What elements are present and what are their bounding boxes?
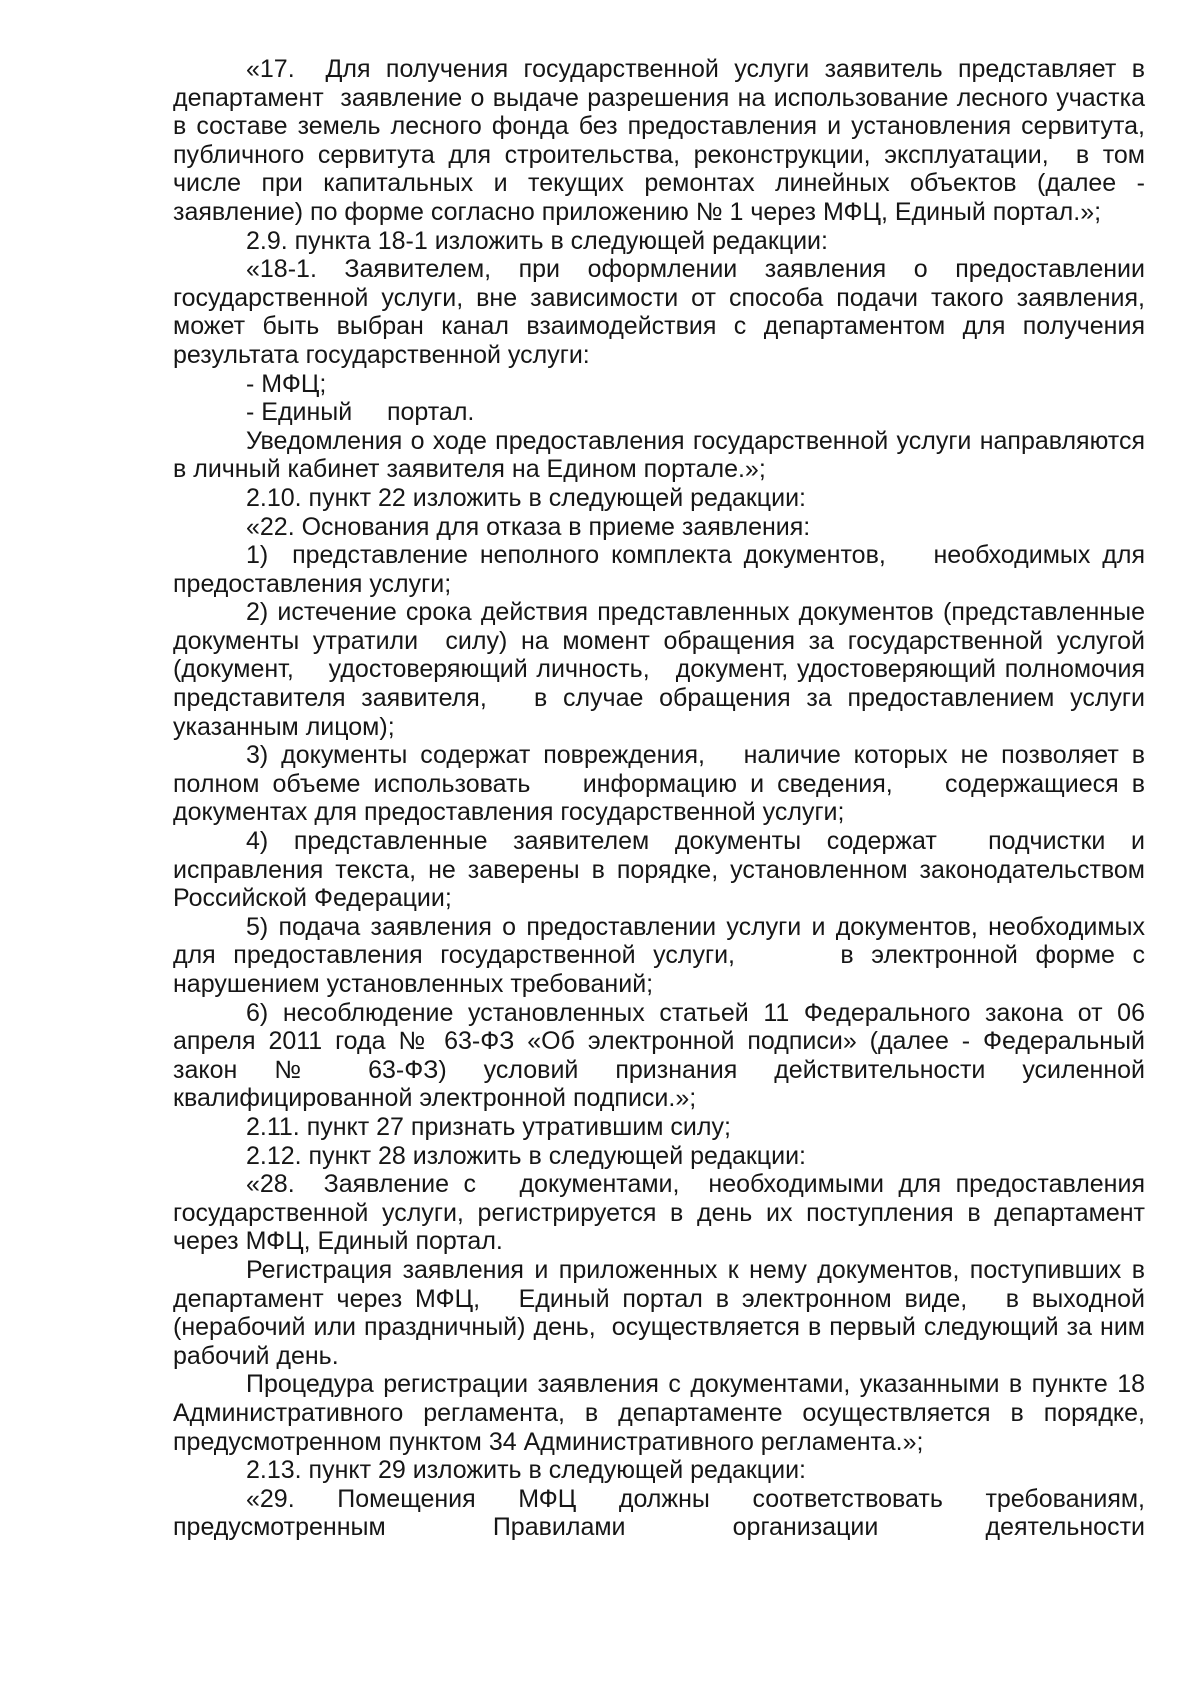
list-item-2: 2) истечение срока действия представленных документов (представленные документы утратили силу) на момент обращения за государственной услугой (документ, удостоверяющий личность, документ, удостоверяющий полномочия представителя заявителя, в случае обращения за предоставлением услуги указанным лицом); — [173, 598, 1152, 741]
list-item-1: 1) представление неполного комплекта документов, необходимых для предоставления услуги; — [173, 541, 1152, 598]
list-item-portal: - Единый портал. — [246, 398, 475, 427]
paragraph-procedure: Процедура регистрации заявления с документами, указанными в пункте 18 Административного регламента, в департаменте осуществляется в порядке, предусмотренном пунктом 34 Административного регламента.»; — [173, 1370, 1152, 1456]
paragraph-22: «22. Основания для отказа в приеме заявления: — [246, 512, 811, 541]
paragraph-2-10: 2.10. пункт 22 изложить в следующей редакции: — [246, 483, 806, 512]
paragraph-28: «28. Заявление с документами, необходимыми для предоставления государственной услуги, регистрируется в день их поступления в департамент через МФЦ, Единый портал. — [173, 1170, 1152, 1256]
paragraph-18-1: «18-1. Заявителем, при оформлении заявления о предоставлении государственной услуги, вне зависимости от способа подачи такого заявления, может быть выбран канал взаимодействия с департаментом для получения результата государственной услуги: — [173, 255, 1152, 369]
paragraph-29: «29. Помещения МФЦ должны соответствовать требованиям, предусмотренным Правилами организации деятельности — [173, 1484, 1152, 1542]
paragraph-notifications: Уведомления о ходе предоставления государственной услуги направляются в личный кабинет заявителя на Едином портале.»; — [173, 426, 1152, 484]
paragraph-2-9: 2.9. пункта 18-1 изложить в следующей редакции: — [246, 226, 828, 255]
list-item-6: 6) несоблюдение установленных статьей 11 Федерального закона от 06 апреля 2011 года № 63-ФЗ «Об электронной подписи» (далее - Федеральный закон № 63-ФЗ) условий признания действительности усиленной квалифицированной электронной подписи.»; — [173, 998, 1152, 1113]
list-item-5: 5) подача заявления о предоставлении услуги и документов, необходимых для предоставления государственной услуги, в электронной форме с нарушением установленных требований; — [173, 912, 1152, 998]
paragraph-registration: Регистрация заявления и приложенных к нему документов, поступивших в департамент через МФЦ, Единый портал в электронном виде, в выходной (нерабочий или праздничный) день, осуществляется в первый следующий за ним рабочий день. — [173, 1255, 1152, 1370]
list-item-3: 3) документы содержат повреждения, наличие которых не позволяет в полном объеме использовать информацию и сведения, содержащиеся в документах для предоставления государственной услуги; — [173, 741, 1152, 827]
list-item-4: 4) представленные заявителем документы содержат подчистки и исправления текста, не заверены в порядке, установленном законодательством Российской Федерации; — [173, 827, 1152, 913]
paragraph-2-12: 2.12. пункт 28 изложить в следующей редакции: — [246, 1141, 806, 1170]
document-page — [173, 55, 1152, 1542]
paragraph-2-13: 2.13. пункт 29 изложить в следующей редакции: — [246, 1456, 806, 1485]
paragraph-17: «17. Для получения государственной услуги заявитель представляет в департамент заявление о выдаче разрешения на использование лесного участка в составе земель лесного фонда без предоставления и установления сервитута, публичного сервитута для строительства, реконструкции, эксплуатации, в том числе при капитальных и текущих ремонтах линейных объектов (далее - заявление) по форме согласно приложению № 1 через МФЦ, Единый портал.»; — [173, 55, 1152, 226]
list-item-mfc: - МФЦ; — [246, 369, 327, 398]
paragraph-2-11: 2.11. пункт 27 признать утратившим силу; — [246, 1112, 731, 1141]
